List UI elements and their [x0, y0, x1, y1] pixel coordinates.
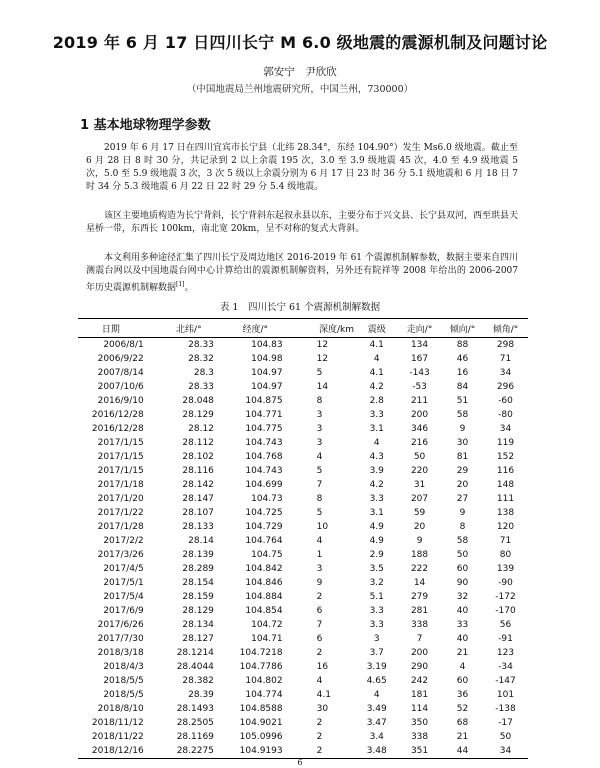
cell-dip: 111	[496, 494, 515, 504]
cell-depth: 7	[316, 620, 323, 630]
cell-latitude: 28.39	[188, 690, 214, 700]
cell-magnitude: 5.1	[369, 592, 384, 602]
cell-depth: 4.1	[316, 690, 331, 700]
cell-dip: -91	[498, 634, 513, 644]
cell-dip: 56	[499, 620, 512, 630]
table-row	[78, 394, 528, 408]
cell-longitude: 104.842	[245, 564, 283, 574]
cell-dip-direction: 9	[459, 424, 466, 434]
cell-date: 2017/1/15	[97, 438, 144, 448]
table-row	[78, 450, 528, 464]
cell-strike: 346	[410, 424, 429, 434]
table-row	[78, 520, 528, 534]
cell-depth: 6	[316, 606, 323, 616]
cell-strike: 207	[410, 494, 429, 504]
cell-date: 2007/10/6	[97, 382, 144, 392]
cell-latitude: 28.14	[188, 536, 214, 546]
cell-dip: 120	[496, 522, 515, 532]
cell-strike: 281	[410, 606, 429, 616]
cell-latitude: 28.107	[182, 508, 214, 518]
cell-depth: 30	[316, 704, 329, 714]
paragraph-3-tail: 。	[184, 283, 194, 293]
cell-latitude: 28.139	[182, 550, 214, 560]
cell-magnitude: 3.49	[366, 704, 387, 714]
header-latitude: 北纬/°	[164, 319, 228, 338]
affiliation: （中国地震局兰州地震研究所，中国兰州，730000）	[186, 84, 414, 95]
cell-dip: -80	[498, 410, 513, 420]
cell-dip: 71	[499, 354, 512, 364]
cell-depth: 3	[316, 438, 323, 448]
cell-magnitude: 3.5	[369, 564, 384, 574]
cell-dip: 298	[496, 340, 515, 350]
cell-latitude: 28.154	[182, 578, 214, 588]
table-row	[78, 352, 528, 366]
section-heading	[80, 114, 211, 133]
cell-longitude: 104.884	[245, 592, 283, 602]
cell-latitude: 28.134	[182, 620, 214, 630]
cell-dip: 138	[496, 508, 515, 518]
cell-magnitude: 3.7	[369, 648, 384, 658]
cell-dip: 80	[499, 550, 512, 560]
cell-strike: 211	[410, 396, 429, 406]
table-row	[78, 562, 528, 576]
cell-magnitude: 4.1	[369, 340, 384, 350]
cell-magnitude: 4	[373, 438, 380, 448]
cell-longitude: 104.8588	[239, 704, 283, 714]
cell-latitude: 28.1169	[176, 732, 214, 742]
table-row	[78, 408, 528, 422]
cell-magnitude: 3.2	[369, 578, 384, 588]
cell-dip-direction: 20	[456, 480, 469, 490]
table-row	[78, 688, 528, 702]
cell-date: 2016/9/10	[97, 396, 144, 406]
section-number: 1	[80, 118, 90, 133]
table-row	[78, 380, 528, 394]
table-row	[78, 478, 528, 492]
cell-longitude: 104.802	[245, 676, 283, 686]
cell-latitude: 28.33	[188, 340, 214, 350]
cell-dip: -34	[498, 662, 513, 672]
cell-strike: 200	[410, 648, 429, 658]
cell-magnitude: 3.3	[369, 410, 384, 420]
paragraph-1: 2019 年 6 月 17 日在四川宜宾市长宁县（北纬 28.34°，东经 104.90°）发生 Ms6.0 级地震。截止至 6 月 28 日 8 时 30 分，共记录到 2 以上余震 195 次，3.0 至 3.9 级地震 45 次，4.0 至 4.9 级地震 5 次，5.0 至 5.9 级地震 3 次，3 次 5 级以上余震分别为 6 月 17 日 23 时 36 分 5.1 级地震和 6 月 18 日 7 时 34 分 5.3 级地震 6 月 22 日 22 时 29 分 5.4 级地震。	[86, 143, 518, 192]
table-row	[78, 632, 528, 646]
table-row	[78, 604, 528, 618]
cell-depth: 7	[316, 480, 323, 490]
cell-dip-direction: 40	[456, 606, 469, 616]
cell-strike: 50	[413, 452, 426, 462]
cell-latitude: 28.12	[188, 424, 214, 434]
header-magnitude: 震级	[356, 319, 397, 338]
cell-strike: 7	[416, 634, 423, 644]
cell-depth: 2	[316, 592, 323, 602]
cell-dip: 116	[496, 466, 515, 476]
cell-magnitude: 3.1	[369, 508, 384, 518]
table-row	[78, 660, 528, 674]
cell-latitude: 28.133	[182, 522, 214, 532]
table-row	[78, 702, 528, 716]
cell-latitude: 28.102	[182, 452, 214, 462]
cell-dip-direction: 68	[456, 718, 469, 728]
cell-dip-direction: 21	[456, 732, 469, 742]
cell-longitude: 104.9193	[228, 744, 297, 759]
cell-longitude: 105.0996	[239, 732, 283, 742]
table-row	[78, 576, 528, 590]
cell-latitude: 28.4044	[176, 662, 214, 672]
table-row	[78, 590, 528, 604]
table-row	[78, 548, 528, 562]
cell-latitude: 28.382	[182, 676, 214, 686]
cell-longitude: 104.743	[245, 466, 283, 476]
cell-date: 2018/11/22	[91, 732, 144, 742]
cell-date: 2018/4/3	[103, 662, 144, 672]
cell-depth: 9	[316, 578, 323, 588]
cell-date: 2018/5/5	[103, 690, 144, 700]
table-row	[78, 464, 528, 478]
cell-strike: 200	[410, 410, 429, 420]
cell-longitude: 104.83	[251, 340, 283, 350]
table-row	[78, 338, 528, 353]
cell-strike: 20	[413, 522, 426, 532]
cell-longitude: 104.764	[245, 536, 283, 546]
cell-depth: 3	[316, 424, 323, 434]
cell-date: 2017/2/2	[103, 536, 144, 546]
cell-latitude: 28.142	[182, 480, 214, 490]
paragraph-3	[86, 252, 518, 295]
cell-magnitude: 2.9	[369, 550, 384, 560]
cell-dip: -90	[498, 578, 513, 588]
cell-dip-direction: 58	[456, 410, 469, 420]
table-row	[78, 436, 528, 450]
cell-date: 2017/1/18	[97, 480, 144, 490]
cell-dip-direction: 27	[456, 494, 469, 504]
cell-longitude: 104.768	[245, 452, 283, 462]
cell-longitude: 104.73	[251, 494, 283, 504]
cell-latitude: 28.3	[193, 368, 214, 378]
cell-magnitude: 3.3	[369, 606, 384, 616]
cell-latitude: 28.2275	[164, 744, 228, 759]
cell-dip-direction: 50	[456, 550, 469, 560]
cell-date: 2006/9/22	[97, 354, 144, 364]
cell-latitude: 28.147	[182, 494, 214, 504]
cell-dip: -17	[498, 718, 513, 728]
header-dip-direction: 倾向/°	[442, 319, 483, 338]
cell-strike: 134	[410, 340, 429, 350]
cell-dip-direction: 9	[459, 508, 466, 518]
cell-dip-direction: 84	[456, 382, 469, 392]
cell-longitude: 104.9021	[239, 718, 283, 728]
cell-magnitude: 4.9	[369, 536, 384, 546]
cell-date: 2018/11/12	[91, 718, 144, 728]
section-title: 基本地球物理学参数	[93, 118, 211, 133]
table-row	[78, 366, 528, 380]
cell-longitude: 104.699	[245, 480, 283, 490]
cell-dip: 34	[499, 368, 512, 378]
cell-longitude: 104.97	[251, 368, 283, 378]
cell-dip-direction: 46	[456, 354, 469, 364]
cell-magnitude: 3	[373, 634, 380, 644]
cell-depth: 6	[316, 634, 323, 644]
cell-depth: 12	[316, 354, 329, 364]
table-header-row	[78, 319, 528, 338]
cell-depth: 5	[316, 466, 323, 476]
header-dip: 倾角/°	[483, 319, 528, 338]
cell-depth: 2	[316, 718, 323, 728]
cell-strike: 188	[410, 550, 429, 560]
cell-dip: -60	[498, 396, 513, 406]
cell-strike: 216	[410, 438, 429, 448]
cell-longitude: 104.7218	[239, 648, 283, 658]
cell-strike: 350	[410, 718, 429, 728]
cell-dip-direction: 40	[456, 634, 469, 644]
table-row	[78, 674, 528, 688]
cell-magnitude: 4.65	[366, 676, 387, 686]
cell-magnitude: 2.8	[369, 396, 384, 406]
cell-latitude: 28.1493	[176, 704, 214, 714]
cell-longitude: 104.846	[245, 578, 283, 588]
cell-dip: 34	[499, 424, 512, 434]
cell-dip-direction: 32	[456, 592, 469, 602]
table-row	[78, 492, 528, 506]
cell-longitude: 104.72	[251, 620, 283, 630]
cell-magnitude: 4.3	[369, 452, 384, 462]
cell-latitude: 28.116	[182, 466, 214, 476]
cell-longitude: 104.98	[251, 354, 283, 364]
cell-depth: 5	[316, 508, 323, 518]
cell-dip: 296	[496, 382, 515, 392]
cell-date: 2006/8/1	[103, 340, 144, 350]
focal-mechanism-table	[78, 318, 528, 759]
cell-magnitude: 3.3	[369, 620, 384, 630]
authors: 郭安宁 尹欣欣	[263, 66, 337, 78]
cell-dip-direction: 90	[456, 578, 469, 588]
header-depth: 深度/km	[297, 319, 357, 338]
cell-magnitude: 3.4	[369, 732, 384, 742]
cell-date: 2017/6/26	[97, 620, 144, 630]
cell-strike: 114	[410, 704, 429, 714]
cell-strike: 167	[410, 354, 429, 364]
cell-date: 2016/12/28	[91, 410, 144, 420]
cell-depth: 12	[316, 340, 329, 350]
cell-strike: 338	[410, 732, 429, 742]
cell-latitude: 28.129	[182, 606, 214, 616]
cell-longitude: 104.7786	[239, 662, 283, 672]
cell-strike: -53	[412, 382, 427, 392]
cell-depth: 2	[316, 732, 323, 742]
cell-dip: -147	[495, 676, 516, 686]
cell-strike: 59	[413, 508, 426, 518]
table-row	[78, 506, 528, 520]
cell-date: 2018/12/16	[78, 744, 164, 759]
cell-latitude: 28.33	[188, 382, 214, 392]
cell-magnitude: 3.9	[369, 466, 384, 476]
cell-dip: 34	[483, 744, 528, 759]
cell-dip-direction: 60	[456, 564, 469, 574]
cell-dip: -172	[495, 592, 516, 602]
cell-strike: 222	[410, 564, 429, 574]
cell-dip-direction: 88	[456, 340, 469, 350]
cell-magnitude: 4	[373, 690, 380, 700]
cell-depth: 2	[316, 648, 323, 658]
cell-longitude: 104.743	[245, 438, 283, 448]
paragraph-3-text: 本文利用多种途径汇集了四川长宁及周边地区 2016-2019 年 61 个震源机制解参数，数据主要来自四川测震台网以及中国地震台网中心计算给出的震源机制解资料，另外还有院祥等 2008 年给出的 2006-2007 年历史震源机制解数据	[86, 253, 518, 293]
header-longitude: 经度/°	[228, 319, 297, 338]
cell-date: 2017/4/5	[103, 564, 144, 574]
cell-date: 2017/5/1	[103, 578, 144, 588]
table-row	[78, 730, 528, 744]
cell-longitude: 104.775	[245, 424, 283, 434]
cell-dip-direction: 30	[456, 438, 469, 448]
cell-date: 2018/3/18	[97, 648, 144, 658]
cell-dip: -170	[495, 606, 516, 616]
cell-depth: 5	[316, 368, 323, 378]
cell-strike: -143	[409, 368, 430, 378]
cell-strike: 290	[410, 662, 429, 672]
cell-longitude: 104.71	[251, 634, 283, 644]
cell-longitude: 104.725	[245, 508, 283, 518]
cell-longitude: 104.854	[245, 606, 283, 616]
cell-strike: 220	[410, 466, 429, 476]
header-strike: 走向/°	[397, 319, 442, 338]
cell-magnitude: 3.48	[356, 744, 397, 759]
cell-strike: 14	[413, 578, 426, 588]
cell-dip: 50	[499, 732, 512, 742]
cell-date: 2017/1/28	[97, 522, 144, 532]
cell-longitude: 104.97	[251, 382, 283, 392]
cell-dip-direction: 51	[456, 396, 469, 406]
cell-dip-direction: 33	[456, 620, 469, 630]
cell-magnitude: 4.9	[369, 522, 384, 532]
table-row	[78, 646, 528, 660]
cell-longitude: 104.75	[251, 550, 283, 560]
cell-dip-direction: 52	[456, 704, 469, 714]
cell-depth: 4	[316, 536, 323, 546]
header-date: 日期	[78, 319, 164, 338]
cell-dip-direction: 58	[456, 536, 469, 546]
cell-dip: 123	[496, 648, 515, 658]
cell-latitude: 28.129	[182, 410, 214, 420]
cell-date: 2017/3/26	[97, 550, 144, 560]
cell-date: 2017/5/4	[103, 592, 144, 602]
cell-dip: 71	[499, 536, 512, 546]
cell-dip-direction: 16	[456, 368, 469, 378]
cell-magnitude: 4.1	[369, 368, 384, 378]
cell-dip-direction: 44	[442, 744, 483, 759]
paper-title: 2019 年 6 月 17 日四川长宁 M 6.0 级地震的震源机制及问题讨论	[52, 33, 548, 52]
table-caption: 表 1 四川长宁 61 个震源机制解数据	[219, 302, 381, 313]
cell-depth: 4	[316, 452, 323, 462]
table-row	[78, 618, 528, 632]
cell-latitude: 28.127	[182, 634, 214, 644]
cell-strike: 181	[410, 690, 429, 700]
cell-depth: 4	[316, 676, 323, 686]
cell-strike: 9	[416, 536, 423, 546]
paragraph-2: 该区主要地质构造为长宁背斜，长宁背斜东起叙永县以东，主要分布于兴文县、长宁县双河，西至珙县天星桥一带，东西长 100km，南北宽 20km，呈不对称的复式大背斜。	[86, 211, 519, 234]
cell-magnitude: 3.1	[369, 424, 384, 434]
cell-latitude: 28.2505	[176, 718, 214, 728]
cell-dip-direction: 36	[456, 690, 469, 700]
cell-depth: 2	[297, 744, 357, 759]
cell-magnitude: 4.2	[369, 382, 384, 392]
cell-latitude: 28.112	[182, 438, 214, 448]
citation-ref: [1]	[176, 281, 185, 288]
cell-dip: 152	[496, 452, 515, 462]
cell-strike: 279	[410, 592, 429, 602]
cell-date: 2017/6/9	[103, 606, 144, 616]
cell-date: 2017/1/20	[97, 494, 144, 504]
cell-latitude: 28.1214	[176, 648, 214, 658]
cell-strike: 31	[413, 480, 426, 490]
table-row	[78, 744, 528, 759]
cell-latitude: 28.159	[182, 592, 214, 602]
cell-dip-direction: 81	[456, 452, 469, 462]
cell-depth: 16	[316, 662, 329, 672]
cell-longitude: 104.774	[245, 690, 283, 700]
cell-strike: 351	[397, 744, 442, 759]
cell-depth: 8	[316, 494, 323, 504]
cell-strike: 338	[410, 620, 429, 630]
cell-magnitude: 3.3	[369, 494, 384, 504]
table-row	[78, 716, 528, 730]
cell-dip: 119	[496, 438, 515, 448]
cell-date: 2018/8/10	[97, 704, 144, 714]
cell-dip-direction: 4	[459, 662, 466, 672]
cell-depth: 3	[316, 410, 323, 420]
cell-depth: 14	[316, 382, 329, 392]
cell-depth: 3	[316, 564, 323, 574]
cell-magnitude: 4.2	[369, 480, 384, 490]
cell-latitude: 28.289	[182, 564, 214, 574]
cell-date: 2017/1/15	[97, 466, 144, 476]
page-number: 6	[297, 758, 303, 767]
cell-dip: 101	[496, 690, 515, 700]
cell-latitude: 28.048	[182, 396, 214, 406]
table-row	[78, 422, 528, 436]
cell-depth: 10	[316, 522, 329, 532]
cell-longitude: 104.771	[245, 410, 283, 420]
cell-date: 2017/1/22	[97, 508, 144, 518]
cell-depth: 1	[316, 550, 323, 560]
cell-dip-direction: 60	[456, 676, 469, 686]
cell-depth: 8	[316, 396, 323, 406]
cell-dip-direction: 29	[456, 466, 469, 476]
cell-date: 2007/8/14	[97, 368, 144, 378]
cell-date: 2018/5/5	[103, 676, 144, 686]
cell-latitude: 28.32	[188, 354, 214, 364]
cell-date: 2017/1/15	[97, 452, 144, 462]
cell-dip-direction: 21	[456, 648, 469, 658]
cell-dip: 148	[496, 480, 515, 490]
cell-date: 2016/12/28	[91, 424, 144, 434]
cell-longitude: 104.729	[245, 522, 283, 532]
cell-magnitude: 3.47	[366, 718, 387, 728]
cell-dip: 139	[496, 564, 515, 574]
cell-dip: -138	[495, 704, 516, 714]
cell-magnitude: 4	[373, 354, 380, 364]
cell-longitude: 104.875	[245, 396, 283, 406]
cell-date: 2017/7/30	[97, 634, 144, 644]
table-row	[78, 534, 528, 548]
cell-dip-direction: 8	[459, 522, 466, 532]
cell-strike: 242	[410, 676, 429, 686]
cell-magnitude: 3.19	[366, 662, 387, 672]
table-body	[78, 338, 528, 759]
